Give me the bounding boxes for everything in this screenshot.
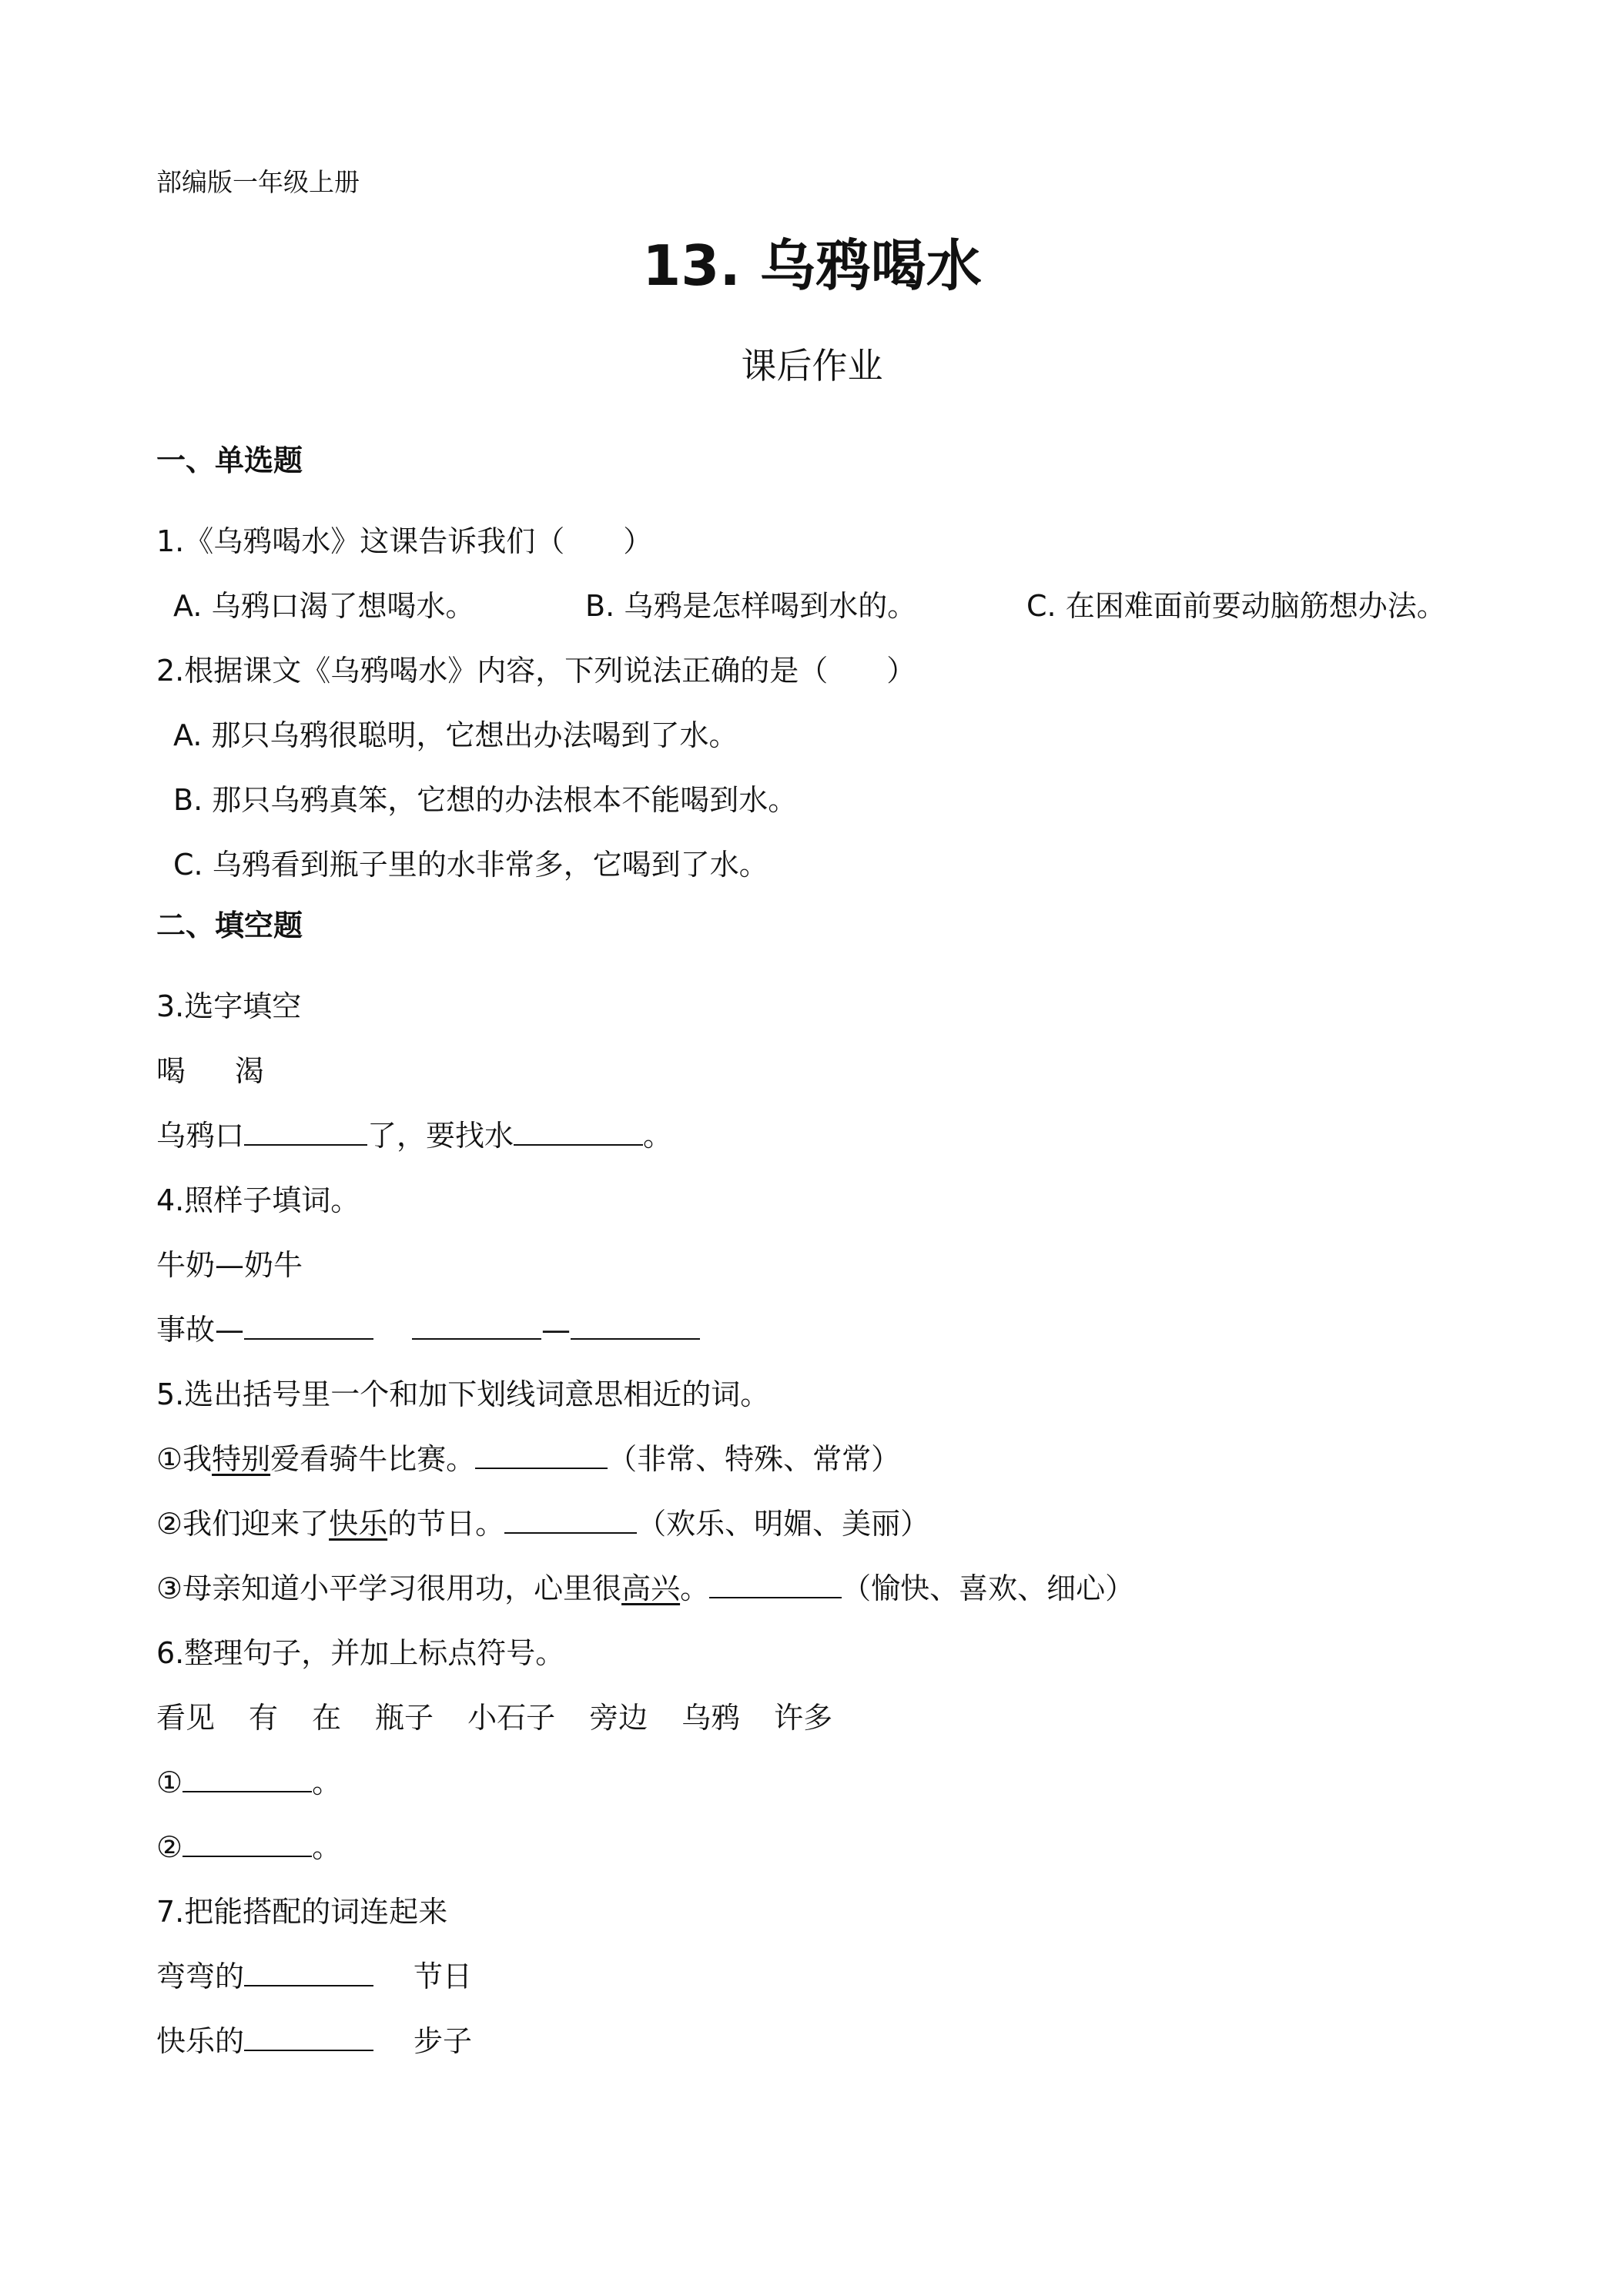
match-right: 节日 [414,1960,473,1993]
match-right: 步子 [414,2024,473,2058]
item-text: ②我们迎来了 [156,1507,330,1541]
question-2-option-a[interactable]: A. 那只乌鸦很聪明，它想出办法喝到了水。 [173,718,738,752]
item-text: ①我 [156,1442,213,1476]
question-3-char-choices [156,1052,264,1090]
answer-blank[interactable] [244,1118,367,1146]
word-item: 乌鸦 [681,1701,741,1735]
answer-blank[interactable] [244,1959,373,1986]
question-7-row-1 [156,1957,472,1996]
answer-blank[interactable] [504,1506,637,1534]
match-left: 弯弯的 [156,1960,245,1993]
question-4-stem: 4.照样子填词。 [156,1183,360,1217]
question-2-option-c[interactable]: C. 乌鸦看到瓶子里的水非常多，它喝到了水。 [173,848,768,882]
question-5-item-3 [156,1569,1134,1608]
word-item: 小石子 [467,1701,556,1735]
match-left: 快乐的 [156,2024,245,2058]
question-6-stem: 6.整理句子，并加上标点符号。 [156,1636,565,1670]
answer-blank[interactable] [475,1441,608,1469]
item-text: 事故— [156,1313,245,1347]
answer-blank[interactable] [709,1571,842,1598]
word-item: 看见 [156,1701,216,1735]
question-7-row-2 [156,2022,472,2060]
question-2-stem: 2.根据课文《乌鸦喝水》内容，下列说法正确的是（ ） [156,654,916,688]
question-1-option-b[interactable]: B. 乌鸦是怎样喝到水的。 [585,589,917,623]
question-5-stem: 5.选出括号里一个和加下划线词意思相近的词。 [156,1377,770,1411]
question-1-option-a[interactable]: A. 乌鸦口渴了想喝水。 [173,589,475,623]
option-list: （非常、特殊、常常） [608,1442,901,1476]
question-6-answer-1 [156,1763,341,1802]
option-list: （欢乐、明媚、美丽） [637,1507,930,1541]
answer-blank[interactable] [182,1765,312,1792]
section-heading-fill-blank: 二、填空题 [156,909,303,942]
underlined-word: 高兴 [621,1571,681,1605]
question-6-answer-2 [156,1828,341,1866]
sentence-text: 。 [643,1119,673,1153]
option-list: （愉快、喜欢、细心） [842,1571,1135,1605]
sentence-text: 了，要找水 [367,1119,514,1153]
question-4-example: 牛奶—奶牛 [156,1248,303,1282]
answer-blank[interactable] [412,1312,541,1340]
char-choice: 渴 [235,1054,265,1088]
answer-blank[interactable] [244,2023,373,2051]
char-choice: 喝 [156,1054,186,1088]
page-subtitle: 课后作业 [741,345,883,387]
question-4-items [156,1310,700,1349]
page-title: 13. 乌鸦喝水 [642,233,982,298]
word-item: 许多 [774,1701,833,1735]
question-3-sentence [156,1116,672,1155]
item-text: 。 [680,1571,710,1605]
word-item: 有 [249,1701,279,1735]
item-number: ② [156,1830,183,1864]
item-number: ① [156,1766,183,1799]
edition-label: 部编版一年级上册 [156,167,360,197]
question-1-option-c[interactable]: C. 在困难面前要动脑筋想办法。 [1026,589,1446,623]
item-text: ③母亲知道小平学习很用功，心里很 [156,1571,622,1605]
answer-blank[interactable] [514,1118,643,1146]
word-item: 旁边 [589,1701,648,1735]
item-text: 爱看骑牛比赛。 [270,1442,476,1476]
answer-blank[interactable] [182,1829,312,1857]
question-7-stem: 7.把能搭配的词连起来 [156,1895,448,1929]
underlined-word: 特别 [212,1442,271,1476]
answer-blank[interactable] [244,1312,373,1340]
question-2-option-b[interactable]: B. 那只乌鸦真笨，它想的办法根本不能喝到水。 [173,783,798,817]
answer-blank[interactable] [571,1312,700,1340]
word-item: 瓶子 [375,1701,434,1735]
item-text: 的节日。 [387,1507,505,1541]
question-3-stem: 3.选字填空 [156,989,302,1023]
question-5-item-2 [156,1504,929,1543]
item-text: 。 [312,1766,342,1799]
question-5-item-1 [156,1440,900,1478]
item-text: 。 [312,1830,342,1864]
question-1-stem: 1.《乌鸦喝水》这课告诉我们（ ） [156,524,653,558]
sentence-text: 乌鸦口 [156,1119,245,1153]
section-heading-single-choice: 一、单选题 [156,443,303,477]
item-text: — [541,1313,571,1347]
word-item: 在 [312,1701,342,1735]
underlined-word: 快乐 [329,1507,388,1541]
question-6-word-bank [156,1699,832,1737]
